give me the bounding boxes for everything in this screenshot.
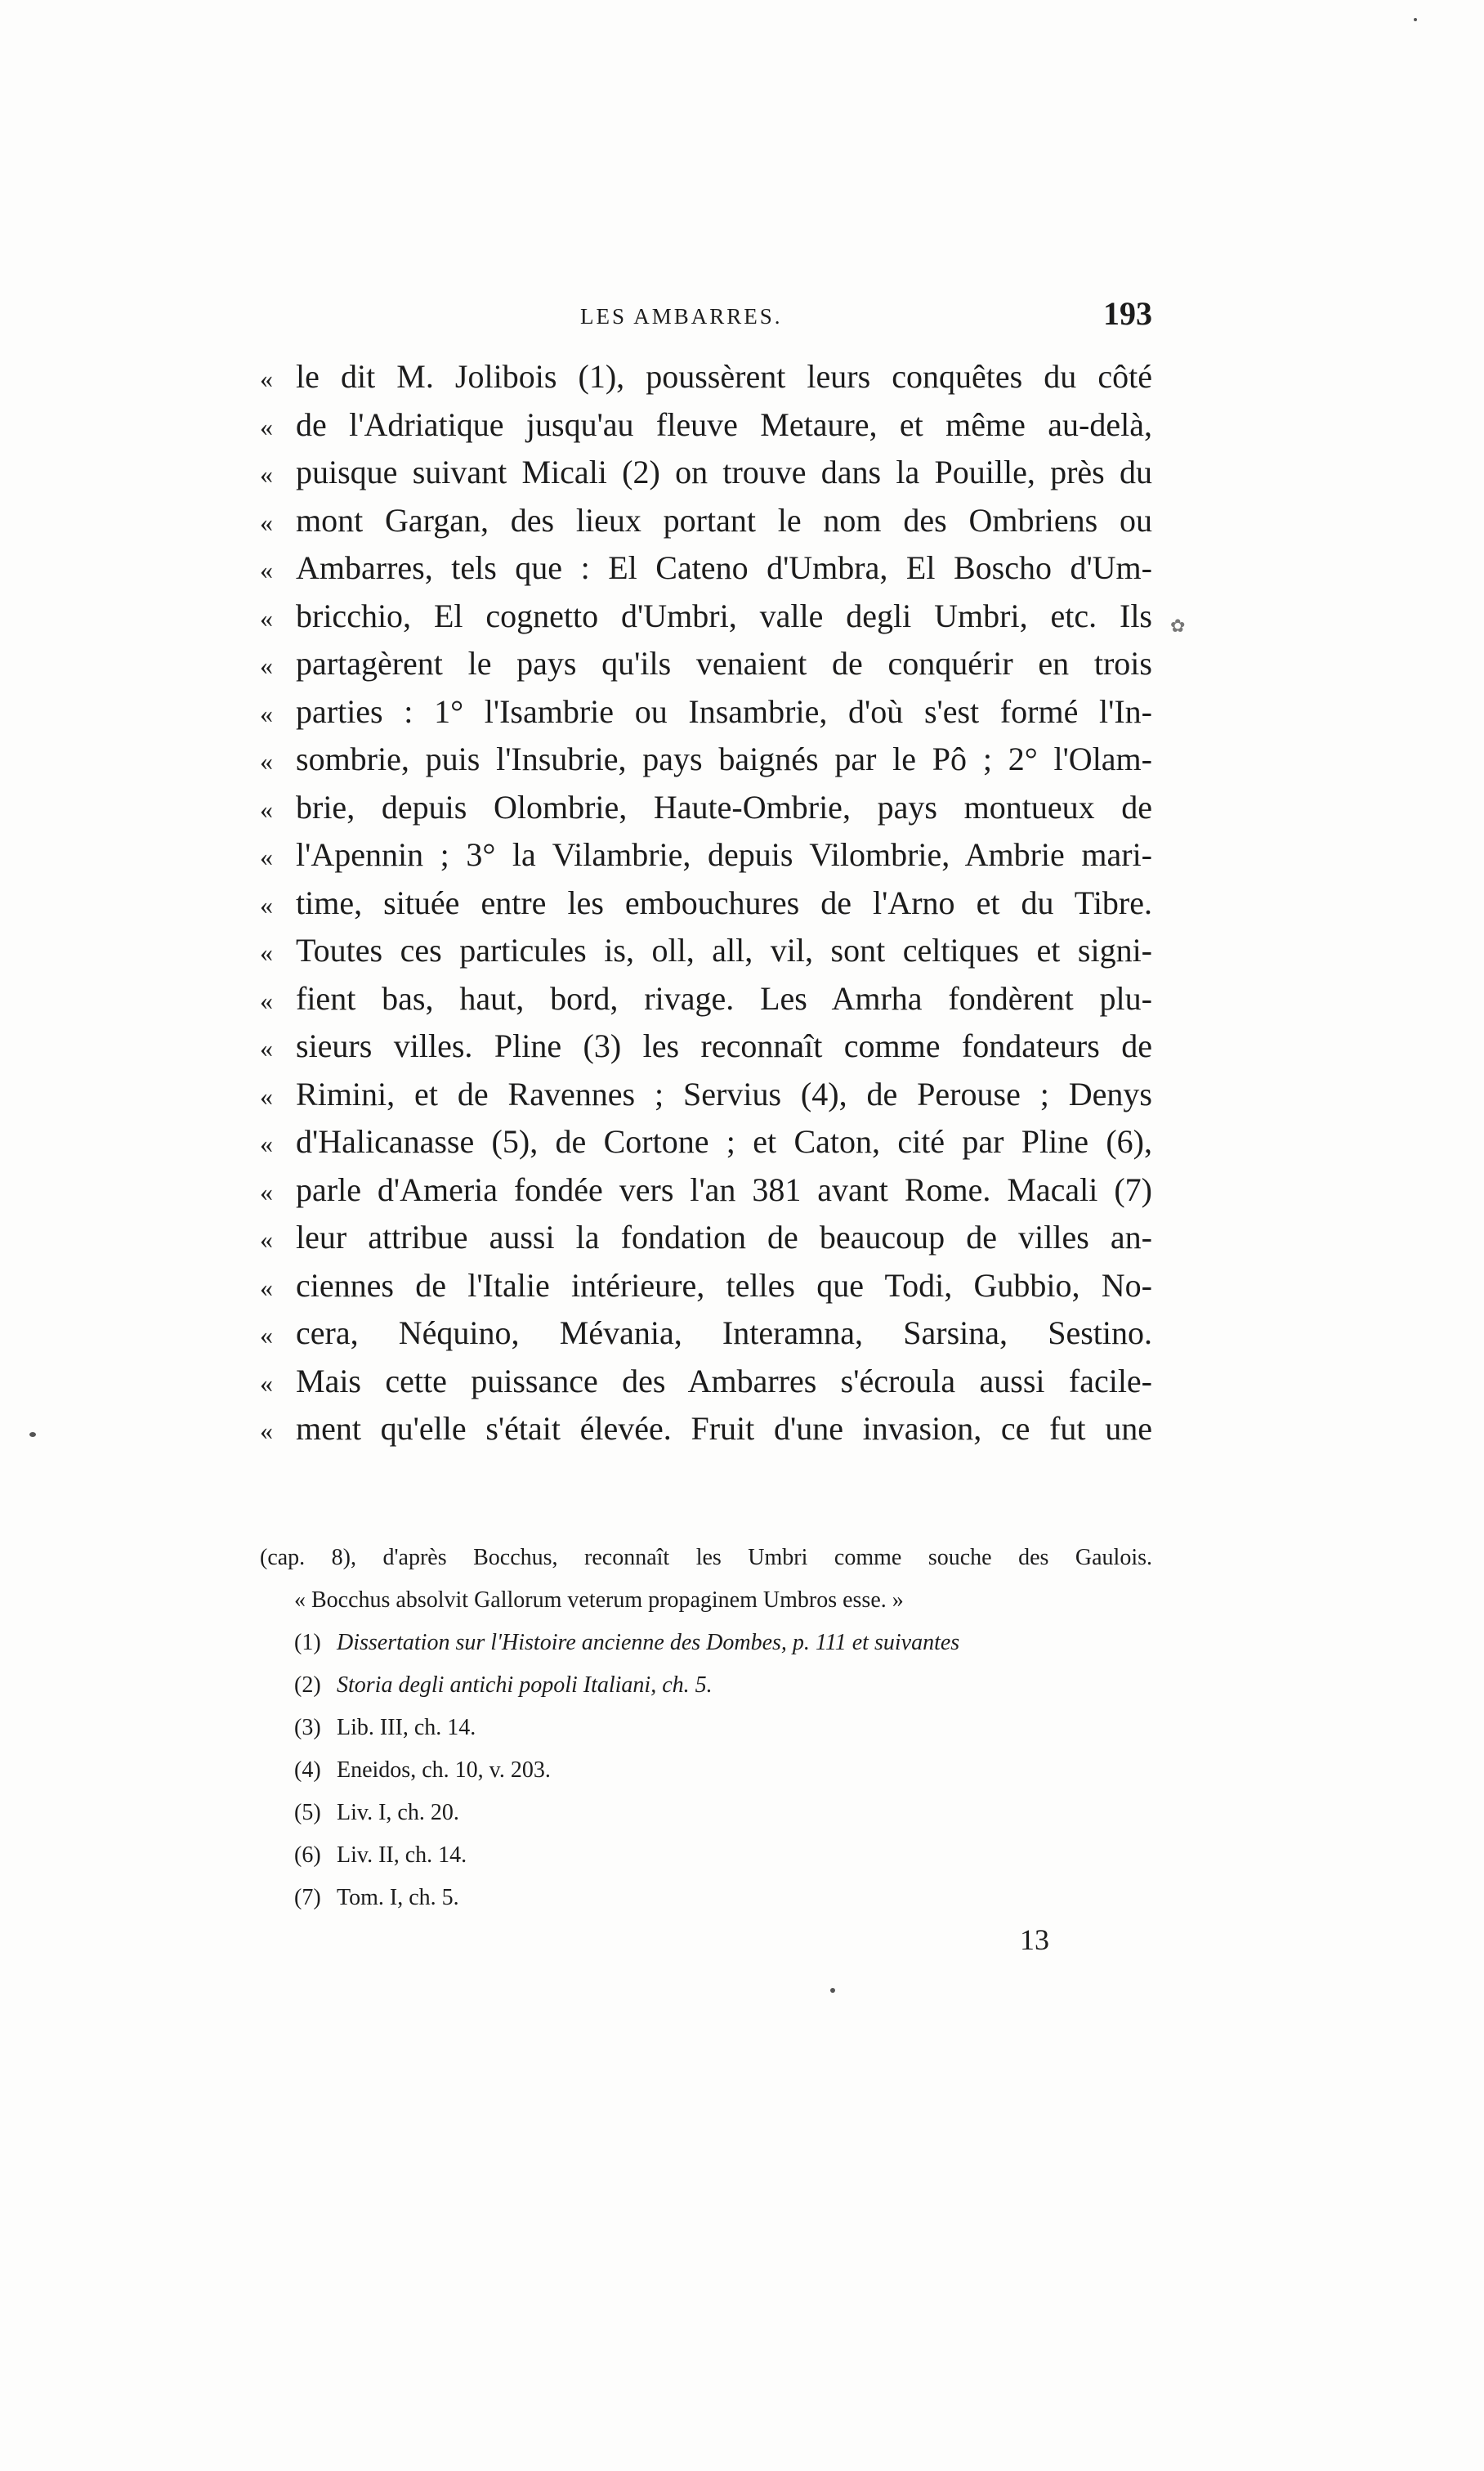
- footnote: [260, 1834, 1152, 1877]
- line-text: time, située entre les embouchures de l'Arno et du Tibre.: [296, 884, 1152, 921]
- line-text: sieurs villes. Pline (3) les reconnaît comme fondateurs de: [296, 1027, 1152, 1064]
- line-text: cera, Néquino, Mévania, Interamna, Sarsina, Sestino.: [296, 1314, 1152, 1351]
- footnote-ref: (2): [294, 1672, 321, 1698]
- line-text: ciennes de l'Italie intérieure, telles que Todi, Gubbio, No-: [296, 1266, 1152, 1304]
- line-text: ment qu'elle s'était élevée. Fruit d'une invasion, ce fut une: [296, 1410, 1152, 1447]
- footnote: [260, 1877, 1152, 1919]
- footnote-text: Tom. I, ch. 5.: [337, 1885, 459, 1910]
- footnote-ref: (5): [294, 1800, 321, 1825]
- line-text: puisque suivant Micali (2) on trouve dans la Pouille, près du: [296, 454, 1152, 490]
- text-line: [260, 593, 1152, 641]
- margin-ornament-icon: ✿: [1170, 616, 1186, 636]
- text-line: [260, 1358, 1152, 1406]
- guillemet-mark: «: [260, 1368, 273, 1398]
- footnote: [260, 1792, 1152, 1834]
- line-text: partagèrent le pays qu'ils venaient de conquérir en trois: [296, 645, 1152, 682]
- text-line: [260, 1118, 1152, 1166]
- guillemet-mark: «: [260, 1033, 273, 1063]
- footnote-ref: (7): [294, 1885, 321, 1910]
- text-line: [260, 784, 1152, 832]
- guillemet-mark: «: [260, 364, 273, 393]
- guillemet-mark: «: [260, 555, 273, 584]
- line-text: d'Halicanasse (5), de Cortone ; et Caton, cité par Pline (6),: [296, 1123, 1152, 1160]
- guillemet-mark: «: [260, 1224, 273, 1254]
- line-text: Mais cette puissance des Ambarres s'écroula aussi facile-: [296, 1362, 1152, 1399]
- footnote-ref: (4): [294, 1757, 321, 1783]
- footnote-ref: (6): [294, 1842, 321, 1868]
- text-line: [260, 497, 1152, 545]
- line-text: Ambarres, tels que : El Cateno d'Umbra, El Boscho d'Um-: [296, 549, 1152, 586]
- line-text: parties : 1° l'Isambrie ou Insambrie, d'où s'est formé l'In-: [296, 692, 1152, 730]
- text-line: [260, 880, 1152, 928]
- text-line: [260, 544, 1152, 593]
- text-line: [260, 1309, 1152, 1358]
- guillemet-mark: «: [260, 507, 273, 537]
- line-text: sombrie, puis l'Insubrie, pays baignés par le Pô ; 2° l'Olam-: [296, 741, 1152, 777]
- footnote-ref: (3): [294, 1715, 321, 1740]
- guillemet-mark: «: [260, 938, 273, 967]
- text-line: [260, 1166, 1152, 1215]
- text-line: [260, 736, 1152, 784]
- line-text: parle d'Ameria fondée vers l'an 381 avant Rome. Macali (7): [296, 1171, 1152, 1208]
- ink-speck: [830, 1988, 835, 1993]
- guillemet-mark: «: [260, 1416, 273, 1445]
- ink-speck: [1414, 18, 1417, 21]
- text-line: [260, 640, 1152, 688]
- guillemet-mark: «: [260, 651, 273, 680]
- line-text: l'Apennin ; 3° la Vilambrie, depuis Vilombrie, Ambrie mari-: [296, 836, 1152, 873]
- guillemet-mark: «: [260, 698, 273, 728]
- text-line: [260, 975, 1152, 1023]
- line-text: bricchio, El cognetto d'Umbri, valle degli Umbri, etc. Ils: [296, 597, 1152, 634]
- running-title: LES AMBARRES.: [580, 304, 783, 329]
- footnote: [260, 1707, 1152, 1749]
- text-line: [260, 927, 1152, 975]
- text-line: [260, 1405, 1152, 1453]
- footnote-text: Liv. I, ch. 20.: [337, 1800, 459, 1825]
- footnote-continuation: « Bocchus absolvit Gallorum veterum propaginem Umbros esse. »: [294, 1587, 904, 1613]
- footnote-text: Eneidos, ch. 10, v. 203.: [337, 1757, 551, 1783]
- text-line: [260, 1023, 1152, 1071]
- line-text: le dit M. Jolibois (1), poussèrent leurs conquêtes du côté: [296, 358, 1152, 395]
- text-line: [260, 1071, 1152, 1119]
- text-line: [260, 831, 1152, 880]
- ink-speck: [29, 1432, 36, 1437]
- guillemet-mark: «: [260, 1272, 273, 1302]
- guillemet-mark: «: [260, 1176, 273, 1206]
- footnote-text: Storia degli antichi popoli Italiani, ch. 5.: [337, 1672, 713, 1698]
- page-number: 193: [1103, 295, 1152, 332]
- guillemet-mark: «: [260, 459, 273, 489]
- line-text: leur attribue aussi la fondation de beaucoup de villes an-: [296, 1219, 1152, 1256]
- guillemet-mark: «: [260, 602, 273, 633]
- line-text: Toutes ces particules is, oll, all, vil, sont celtiques et signi-: [296, 932, 1152, 969]
- footnote: [260, 1749, 1152, 1792]
- footnote: [260, 1622, 1152, 1664]
- footnote: [260, 1664, 1152, 1707]
- text-line: [260, 688, 1152, 736]
- body-text: [260, 353, 1152, 1453]
- line-text: fient bas, haut, bord, rivage. Les Amrha fondèrent plu-: [296, 979, 1152, 1017]
- line-text: de l'Adriatique jusqu'au fleuve Metaure, et même au-delà,: [296, 405, 1152, 443]
- line-text: mont Gargan, des lieux portant le nom des Ombriens ou: [296, 501, 1152, 539]
- guillemet-mark: «: [260, 794, 273, 824]
- signature-mark: 13: [1020, 1923, 1049, 1956]
- footnotes: [260, 1537, 1152, 1919]
- guillemet-mark: «: [260, 411, 273, 441]
- text-line: [260, 401, 1152, 450]
- footnote-continuation: (cap. 8), d'après Bocchus, reconnaît les Umbri comme souche des Gaulois.: [260, 1545, 1152, 1570]
- text-line: [260, 449, 1152, 497]
- guillemet-mark: «: [260, 1129, 273, 1158]
- guillemet-mark: «: [260, 1320, 273, 1350]
- line-text: Rimini, et de Ravennes ; Servius (4), de Perouse ; Denys: [296, 1075, 1152, 1112]
- running-head: [261, 294, 1152, 343]
- guillemet-mark: «: [260, 842, 273, 871]
- guillemet-mark: «: [260, 1081, 273, 1111]
- text-line: [260, 1214, 1152, 1262]
- guillemet-mark: «: [260, 889, 273, 920]
- guillemet-mark: «: [260, 985, 273, 1015]
- footnote-ref: (1): [294, 1630, 321, 1655]
- footnote-text: Dissertation sur l'Histoire ancienne des Dombes, p. 111 et suivantes: [337, 1630, 960, 1655]
- guillemet-mark: «: [260, 746, 273, 776]
- text-line: [260, 1262, 1152, 1310]
- line-text: brie, depuis Olombrie, Haute-Ombrie, pays montueux de: [296, 788, 1152, 826]
- footnote-text: Lib. III, ch. 14.: [337, 1715, 476, 1740]
- text-line: [260, 353, 1152, 401]
- footnote-text: Liv. II, ch. 14.: [337, 1842, 467, 1868]
